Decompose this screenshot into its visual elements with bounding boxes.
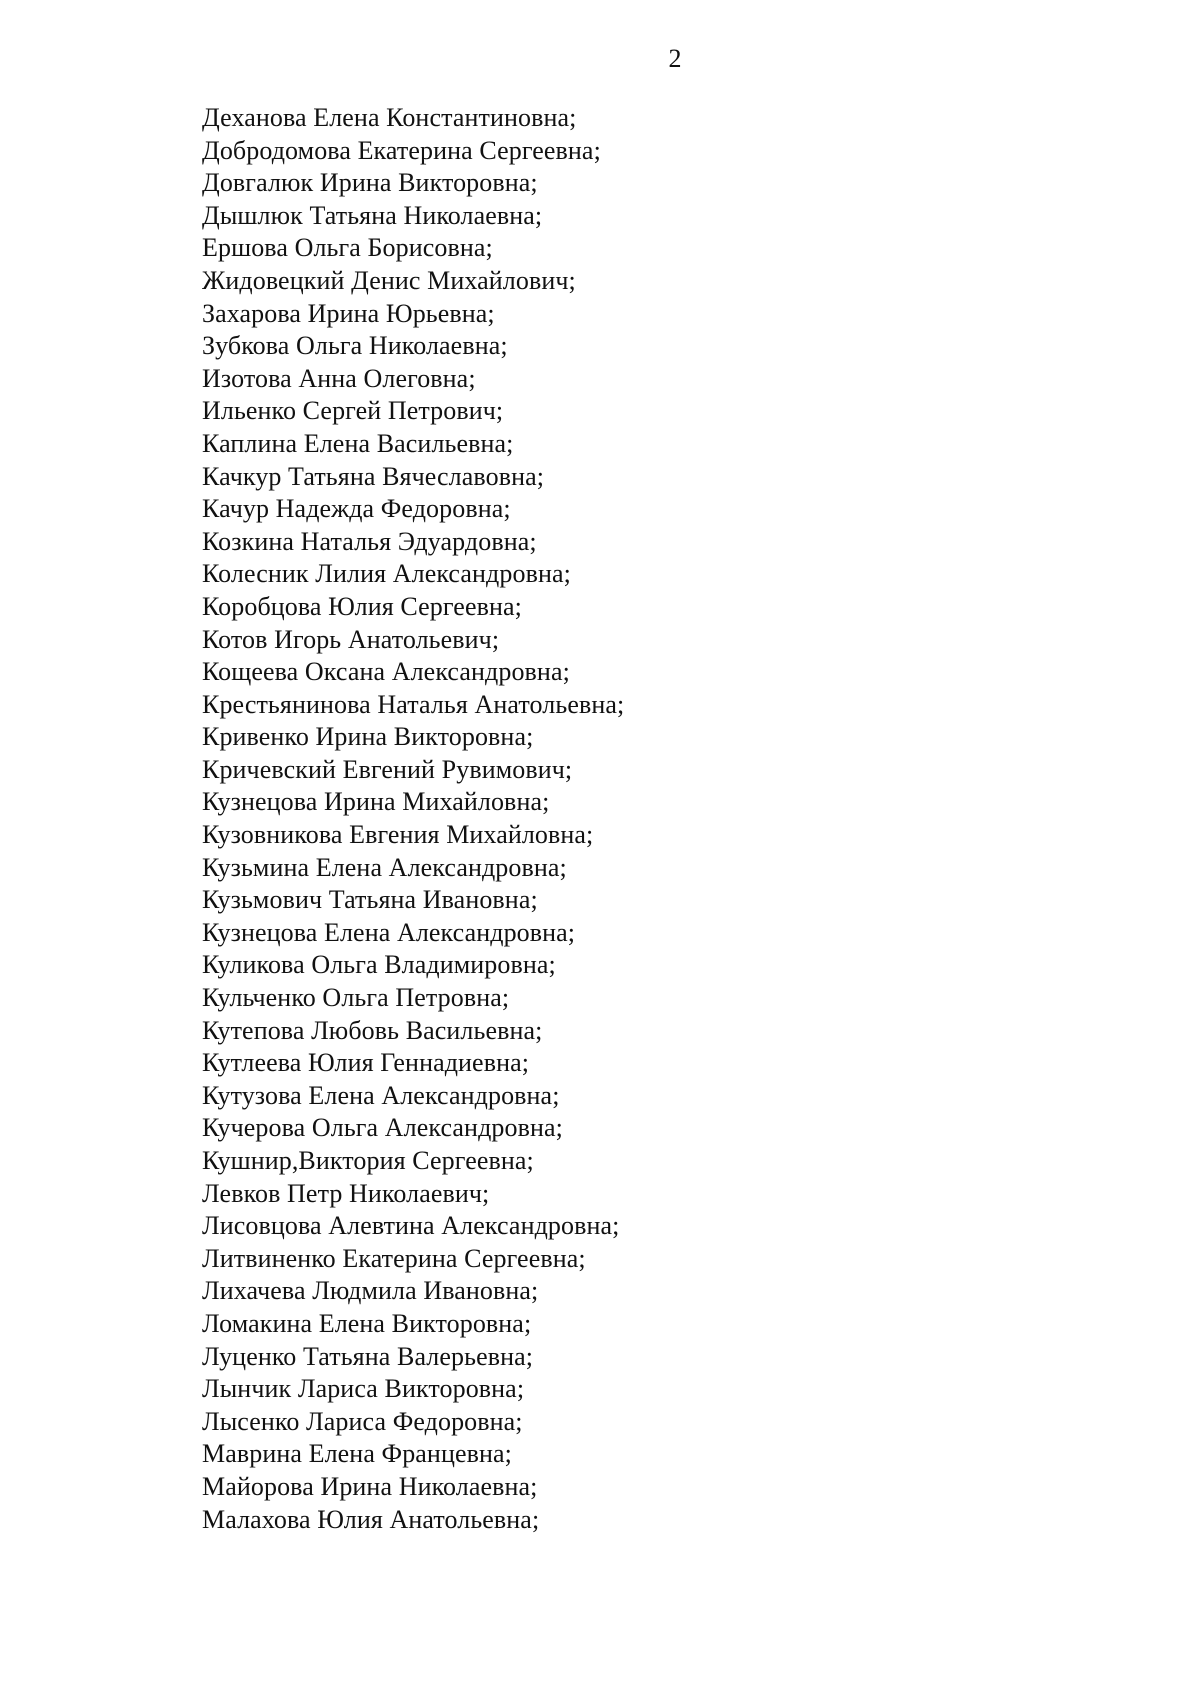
list-item: Кучерова Ольга Александровна; (202, 1113, 563, 1143)
list-item: Кощеева Оксана Александровна; (202, 657, 570, 687)
list-item: Кузьмович Татьяна Ивановна; (202, 885, 538, 915)
list-item: Лихачева Людмила Ивановна; (202, 1276, 539, 1306)
list-item: Добродомова Екатерина Сергеевна; (202, 135, 601, 165)
name-list (202, 102, 624, 1536)
list-item: Кутлеева Юлия Геннадиевна; (202, 1048, 530, 1078)
list-item: Дышлюк Татьяна Николаевна; (202, 200, 543, 230)
list-item: Литвиненко Екатерина Сергеевна; (202, 1243, 586, 1273)
list-item: Левков Петр Николаевич; (202, 1178, 490, 1208)
list-item: Лынчик Лариса Викторовна; (202, 1374, 525, 1404)
list-item: Коробцова Юлия Сергеевна; (202, 591, 522, 621)
list-item: Качур Надежда Федоровна; (202, 494, 511, 524)
list-item: Кутепова Любовь Васильевна; (202, 1015, 543, 1045)
list-item: Изотова Анна Олеговна; (202, 363, 476, 393)
list-item: Малахова Юлия Анатольевна; (202, 1504, 540, 1534)
list-item: Кульченко Ольга Петровна; (202, 983, 510, 1013)
list-item: Зубкова Ольга Николаевна; (202, 331, 508, 361)
list-item: Кричевский Евгений Рувимович; (202, 754, 573, 784)
page-number: 2 (668, 44, 682, 73)
list-item: Куликова Ольга Владимировна; (202, 950, 556, 980)
list-item: Колесник Лилия Александровна; (202, 559, 571, 589)
list-item: Луценко Татьяна Валерьевна; (202, 1341, 534, 1371)
list-item: Каплина Елена Васильевна; (202, 428, 514, 458)
list-item: Кушнир,Виктория Сергеевна; (202, 1146, 534, 1175)
list-item: Захарова Ирина Юрьевна; (202, 298, 495, 328)
list-item: Кривенко Ирина Викторовна; (202, 722, 534, 752)
list-item: Козкина Наталья Эдуардовна; (202, 526, 537, 556)
list-item: Кутузова Елена Александровна; (202, 1080, 560, 1110)
list-item: Крестьянинова Наталья Анатольевна; (202, 689, 625, 719)
list-item: Лысенко Лариса Федоровна; (202, 1406, 523, 1436)
list-item: Жидовецкий Денис Михайлович; (202, 265, 576, 295)
list-item: Лисовцова Алевтина Александровна; (202, 1211, 620, 1241)
list-item: Кузнецова Елена Александровна; (202, 917, 576, 947)
list-item: Майорова Ирина Николаевна; (202, 1471, 538, 1501)
list-item: Довгалюк Ирина Викторовна; (202, 168, 538, 198)
list-item: Кузнецова Ирина Михайловна; (202, 787, 550, 817)
list-item: Маврина Елена Францевна; (202, 1439, 512, 1469)
list-item: Кузовникова Евгения Михайловна; (202, 820, 594, 850)
list-item: Кузьмина Елена Александровна; (202, 852, 567, 882)
list-item: Ломакина Елена Викторовна; (202, 1308, 532, 1338)
list-item: Качкур Татьяна Вячеславовна; (202, 461, 545, 491)
list-item: Ильенко Сергей Петрович; (202, 396, 504, 426)
list-item: Деханова Елена Константиновна; (202, 103, 577, 132)
list-item: Котов Игорь Анатольевич; (202, 624, 500, 654)
list-item: Ершова Ольга Борисовна; (202, 233, 493, 263)
